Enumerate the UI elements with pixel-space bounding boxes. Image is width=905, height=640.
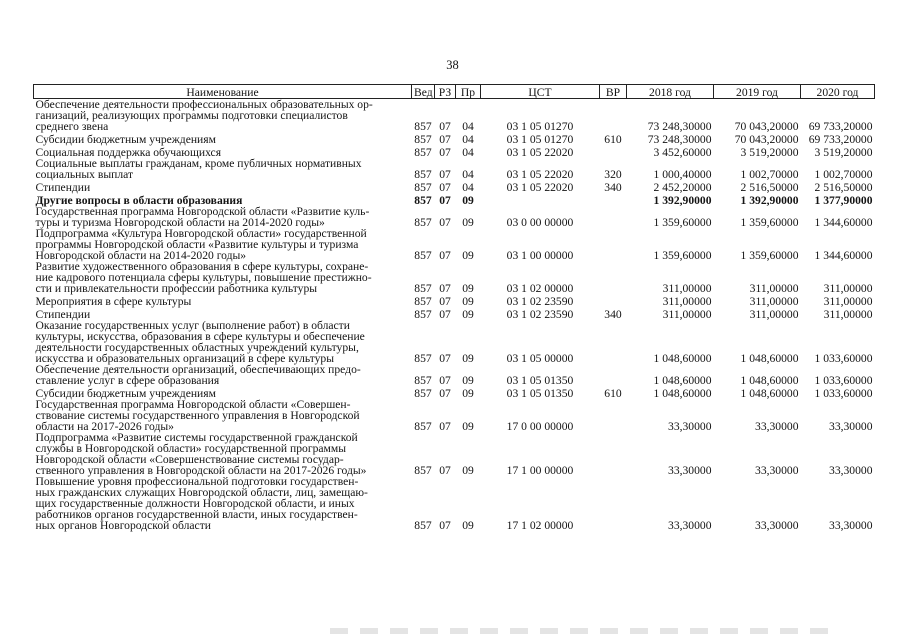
- cell-name: [34, 364, 412, 386]
- cell-name-line: ных гражданских служащих Новгородской области, лиц, замещаю-: [35, 486, 368, 499]
- cell-2020: 1 033,60000: [814, 387, 873, 400]
- table-row: [34, 180, 875, 193]
- cell-name-line: Стипендии: [35, 308, 91, 321]
- cell-cst: 03 1 02 23590: [506, 308, 574, 321]
- cell-ved: 857: [414, 120, 432, 133]
- cell-vr: [600, 206, 627, 228]
- col-header-2020: 2020 год: [801, 85, 875, 99]
- cell-ved: 857: [414, 352, 432, 365]
- cell-ved: 857: [414, 282, 432, 295]
- cell-name-line: Государственная программа Новгородской области «Развитие куль-: [35, 205, 370, 218]
- cell-ved: 857: [414, 387, 432, 400]
- cell-vr: [600, 294, 627, 307]
- cell-cst: 03 1 05 22020: [506, 181, 574, 194]
- cell-2018: 1 048,60000: [653, 387, 712, 400]
- cell-name: [34, 476, 412, 531]
- cell-ved: 857: [414, 464, 432, 477]
- cell-rz: 07: [439, 146, 451, 159]
- cell-pr: 09: [462, 464, 474, 477]
- cell-name-line: службы в Новгородской области» государственной программы: [35, 442, 346, 455]
- cell-2018: 1 359,60000: [653, 249, 712, 262]
- cell-ved: 857: [414, 420, 432, 433]
- cell-2019: 3 519,20000: [740, 146, 799, 159]
- table-row: [34, 261, 875, 294]
- cell-2018: 1 000,40000: [653, 168, 712, 181]
- cell-2019: 70 043,20000: [734, 133, 799, 146]
- cell-2019: 33,30000: [755, 420, 799, 433]
- cell-2020: 1 344,60000: [814, 216, 873, 229]
- cell-pr: 09: [462, 308, 474, 321]
- cell-2019: 2 516,50000: [740, 181, 799, 194]
- cell-2018: 33,30000: [668, 464, 712, 477]
- cell-name-line: среднего звена: [35, 120, 109, 133]
- cell-cst: 03 0 00 00000: [506, 216, 574, 229]
- cell-rz: 07: [439, 352, 451, 365]
- cell-2019: 1 359,60000: [740, 216, 799, 229]
- cell-vr: 340: [604, 181, 622, 194]
- cell-name-line: Оказание государственных услуг (выполнение работ) в области: [35, 319, 350, 332]
- cell-vr: [600, 432, 627, 476]
- cell-vr: 610: [604, 387, 622, 400]
- table-row: [34, 206, 875, 228]
- cell-name-line: работников органов государственной власти, иных государствен-: [35, 508, 358, 521]
- cell-rz: 07: [439, 387, 451, 400]
- cell-2018: 33,30000: [668, 420, 712, 433]
- cell-vr: [600, 99, 627, 133]
- cell-name-line: туры и туризма Новгородской области на 2014-2020 годы»: [35, 216, 325, 229]
- table-row: [34, 432, 875, 476]
- col-header-ved: Вед: [412, 85, 435, 99]
- cell-2019: 1 048,60000: [740, 387, 799, 400]
- cell-cst: 03 1 05 01270: [506, 133, 574, 146]
- cell-vr: 340: [604, 308, 622, 321]
- cell-pr: 09: [462, 374, 474, 387]
- cell-name: [34, 228, 412, 261]
- col-header-cst: ЦСТ: [481, 85, 600, 99]
- cell-ved: 857: [414, 374, 432, 387]
- cell-ved: 857: [414, 181, 432, 194]
- cell-pr: 09: [462, 282, 474, 295]
- cell-2018: 311,00000: [662, 295, 712, 308]
- cell-name-line: Социальные выплаты гражданам, кроме публичных нормативных: [35, 157, 362, 170]
- cell-rz: 07: [439, 168, 451, 181]
- cell-name-line: Новгородской области «Совершенствование системы государ-: [35, 453, 344, 466]
- cell-name-line: Развитие художественного образования в сфере культуры, сохране-: [35, 260, 369, 273]
- cell-pr: 09: [462, 387, 474, 400]
- table-row: [34, 320, 875, 364]
- cell-rz: 07: [439, 249, 451, 262]
- cell-rz: 07: [439, 282, 451, 295]
- cell-2020: 33,30000: [829, 464, 873, 477]
- cell-vr: [600, 145, 627, 158]
- table-row: [34, 399, 875, 432]
- cell-name-line: Социальная поддержка обучающихся: [35, 146, 222, 159]
- col-header-name: Наименование: [34, 85, 412, 99]
- cell-vr: 320: [604, 168, 622, 181]
- cell-rz: 07: [439, 194, 451, 207]
- cell-cst: 17 0 00 00000: [506, 420, 574, 433]
- cell-name-line: Подпрограмма «Развитие системы государственной гражданской: [35, 431, 358, 444]
- cell-2018: 1 048,60000: [653, 374, 712, 387]
- cell-pr: 09: [462, 249, 474, 262]
- cell-ved: 857: [414, 133, 432, 146]
- col-header-pr: Пр: [456, 85, 481, 99]
- cell-name-line: Субсидии бюджетным учреждениям: [35, 387, 216, 400]
- cell-name-line: Обеспечение деятельности профессиональных образовательных ор-: [35, 98, 373, 111]
- cell-ved: 857: [414, 168, 432, 181]
- cell-name-line: Другие вопросы в области образования: [35, 194, 243, 207]
- table-row: [34, 132, 875, 145]
- cell-name: [34, 320, 412, 364]
- table-header-row: [34, 85, 875, 99]
- cell-ved: 857: [414, 249, 432, 262]
- cell-rz: 07: [439, 464, 451, 477]
- cell-rz: 07: [439, 133, 451, 146]
- cell-name: [34, 432, 412, 476]
- table-row: [34, 294, 875, 307]
- budget-table: [33, 84, 875, 531]
- cell-pr: 04: [462, 133, 474, 146]
- cell-name-line: искусства и образовательных организаций в сфере культуры: [35, 352, 335, 365]
- cell-2019: 70 043,20000: [734, 120, 799, 133]
- cell-pr: 09: [462, 519, 474, 532]
- cell-2020: 69 733,20000: [808, 133, 873, 146]
- cell-2020: 69 733,20000: [808, 120, 873, 133]
- cell-2018: 1 392,90000: [653, 194, 712, 207]
- cell-name: [34, 158, 412, 180]
- cell-rz: 07: [439, 374, 451, 387]
- cell-name-line: щих государственные должности Новгородской области, и иных: [35, 497, 355, 510]
- cell-name-line: культуры, искусства, образования в сфере культуры и обеспечение: [35, 330, 365, 343]
- cell-name-line: Новгородской области на 2014-2020 годы»: [35, 249, 247, 262]
- col-header-vr: ВР: [600, 85, 627, 99]
- cell-vr: [600, 399, 627, 432]
- cell-name-line: Повышение уровня профессиональной подготовки государствен-: [35, 475, 359, 488]
- table-row: [34, 228, 875, 261]
- cell-vr: [600, 476, 627, 531]
- cell-pr: 04: [462, 146, 474, 159]
- cell-name-line: ствование системы государственного управления в Новгородской: [35, 409, 360, 422]
- cell-2019: 311,00000: [749, 295, 799, 308]
- cell-2019: 1 048,60000: [740, 352, 799, 365]
- cell-2020: 1 033,60000: [814, 352, 873, 365]
- cell-2018: 311,00000: [662, 282, 712, 295]
- cell-cst: 17 1 00 00000: [506, 464, 574, 477]
- cell-cst: [481, 193, 600, 206]
- cell-name-line: социальных выплат: [35, 168, 134, 181]
- cell-pr: 04: [462, 181, 474, 194]
- cell-ved: 857: [414, 295, 432, 308]
- cell-name-line: Субсидии бюджетным учреждениям: [35, 133, 216, 146]
- cell-2019: 311,00000: [749, 308, 799, 321]
- cell-ved: 857: [414, 146, 432, 159]
- cell-cst: 03 1 05 22020: [506, 146, 574, 159]
- cell-2019: 311,00000: [749, 282, 799, 295]
- cell-name: [34, 132, 412, 145]
- table-row: [34, 364, 875, 386]
- cell-pr: 04: [462, 120, 474, 133]
- table-row: [34, 476, 875, 531]
- table-body: [34, 99, 875, 532]
- cell-2018: 311,00000: [662, 308, 712, 321]
- cell-name: [34, 261, 412, 294]
- cell-name-line: сти и привлекательности профессии работника культуры: [35, 282, 318, 295]
- cell-rz: 07: [439, 295, 451, 308]
- cell-name-line: Обеспечение деятельности организаций, обеспечивающих предо-: [35, 363, 361, 376]
- cell-name: [34, 180, 412, 193]
- cell-2019: 33,30000: [755, 464, 799, 477]
- cell-cst: 17 1 02 00000: [506, 519, 574, 532]
- cell-cst: 03 1 05 01270: [506, 120, 574, 133]
- cell-ved: 857: [414, 308, 432, 321]
- cell-rz: 07: [439, 519, 451, 532]
- cell-2020: 1 033,60000: [814, 374, 873, 387]
- cell-2019: 1 359,60000: [740, 249, 799, 262]
- cell-name-line: Стипендии: [35, 181, 91, 194]
- cell-vr: [600, 261, 627, 294]
- cell-name-line: ственного управления в Новгородской области на 2017-2026 годы»: [35, 464, 367, 477]
- cell-name-line: программы Новгородской области «Развитие культуры и туризма: [35, 238, 359, 251]
- cell-2019: 1 392,90000: [740, 194, 799, 207]
- cell-2019: 33,30000: [755, 519, 799, 532]
- cell-cst: 03 1 02 23590: [506, 295, 574, 308]
- cell-ved: 857: [414, 519, 432, 532]
- cell-cst: 03 1 02 00000: [506, 282, 574, 295]
- cell-name: [34, 99, 412, 133]
- col-header-2019: 2019 год: [714, 85, 801, 99]
- cell-2018: 33,30000: [668, 519, 712, 532]
- cell-2018: 1 359,60000: [653, 216, 712, 229]
- cell-2018: 73 248,30000: [647, 120, 712, 133]
- cell-cst: 03 1 05 01350: [506, 374, 574, 387]
- cell-pr: 09: [462, 216, 474, 229]
- cell-name-line: ние кадрового потенциала сферы культуры, повышение престижно-: [35, 271, 372, 284]
- cell-pr: 04: [462, 168, 474, 181]
- cell-name-line: области на 2017-2026 годы»: [35, 420, 174, 433]
- cell-name: [34, 399, 412, 432]
- cell-rz: 07: [439, 181, 451, 194]
- cell-name: [34, 294, 412, 307]
- cell-2018: 1 048,60000: [653, 352, 712, 365]
- cell-2018: 73 248,30000: [647, 133, 712, 146]
- cell-name-line: деятельности государственных областных учреждений культуры,: [35, 341, 359, 354]
- cell-ved: 857: [414, 216, 432, 229]
- page-number: 38: [446, 58, 459, 72]
- cell-2020: 33,30000: [829, 420, 873, 433]
- cell-2020: 311,00000: [823, 295, 873, 308]
- table-row: [34, 158, 875, 180]
- col-header-2018: 2018 год: [627, 85, 714, 99]
- cell-rz: 07: [439, 216, 451, 229]
- cell-cst: 03 1 00 00000: [506, 249, 574, 262]
- cell-2019: 1 048,60000: [740, 374, 799, 387]
- bleed-through-footer: [330, 628, 830, 634]
- cell-vr: [600, 193, 627, 206]
- cell-2020: 1 002,70000: [814, 168, 873, 181]
- cell-2020: 1 377,90000: [814, 194, 873, 207]
- cell-name-line: ганизаций, реализующих программы подготовки специалистов: [35, 109, 348, 122]
- cell-rz: 07: [439, 308, 451, 321]
- cell-vr: 610: [604, 133, 622, 146]
- cell-2020: 2 516,50000: [814, 181, 873, 194]
- table-row: [34, 99, 875, 133]
- cell-cst: 03 1 05 01350: [506, 387, 574, 400]
- cell-ved: 857: [414, 194, 432, 207]
- cell-pr: 09: [462, 420, 474, 433]
- cell-name-line: Мероприятия в сфере культуры: [35, 295, 192, 308]
- cell-2018: 2 452,20000: [653, 181, 712, 194]
- cell-pr: 09: [462, 194, 474, 207]
- cell-2020: 311,00000: [823, 282, 873, 295]
- cell-name: [34, 206, 412, 228]
- cell-2020: 3 519,20000: [814, 146, 873, 159]
- cell-name-line: Государственная программа Новгородской области «Совершен-: [35, 398, 351, 411]
- cell-2019: 1 002,70000: [740, 168, 799, 181]
- cell-2018: 3 452,60000: [653, 146, 712, 159]
- cell-2020: 1 344,60000: [814, 249, 873, 262]
- cell-2020: 33,30000: [829, 519, 873, 532]
- cell-pr: 09: [462, 352, 474, 365]
- cell-cst: 03 1 05 00000: [506, 352, 574, 365]
- cell-name-line: Подпрограмма «Культура Новгородской области» государственной: [35, 227, 367, 240]
- cell-name-line: ставление услуг в сфере образования: [35, 374, 220, 387]
- cell-rz: 07: [439, 420, 451, 433]
- cell-cst: 03 1 05 22020: [506, 168, 574, 181]
- cell-name-line: ных органов Новгородской области: [35, 519, 211, 532]
- cell-vr: [600, 228, 627, 261]
- col-header-rz: РЗ: [435, 85, 456, 99]
- cell-vr: [600, 364, 627, 386]
- cell-2020: 311,00000: [823, 308, 873, 321]
- cell-pr: 09: [462, 295, 474, 308]
- cell-vr: [600, 320, 627, 364]
- cell-rz: 07: [439, 120, 451, 133]
